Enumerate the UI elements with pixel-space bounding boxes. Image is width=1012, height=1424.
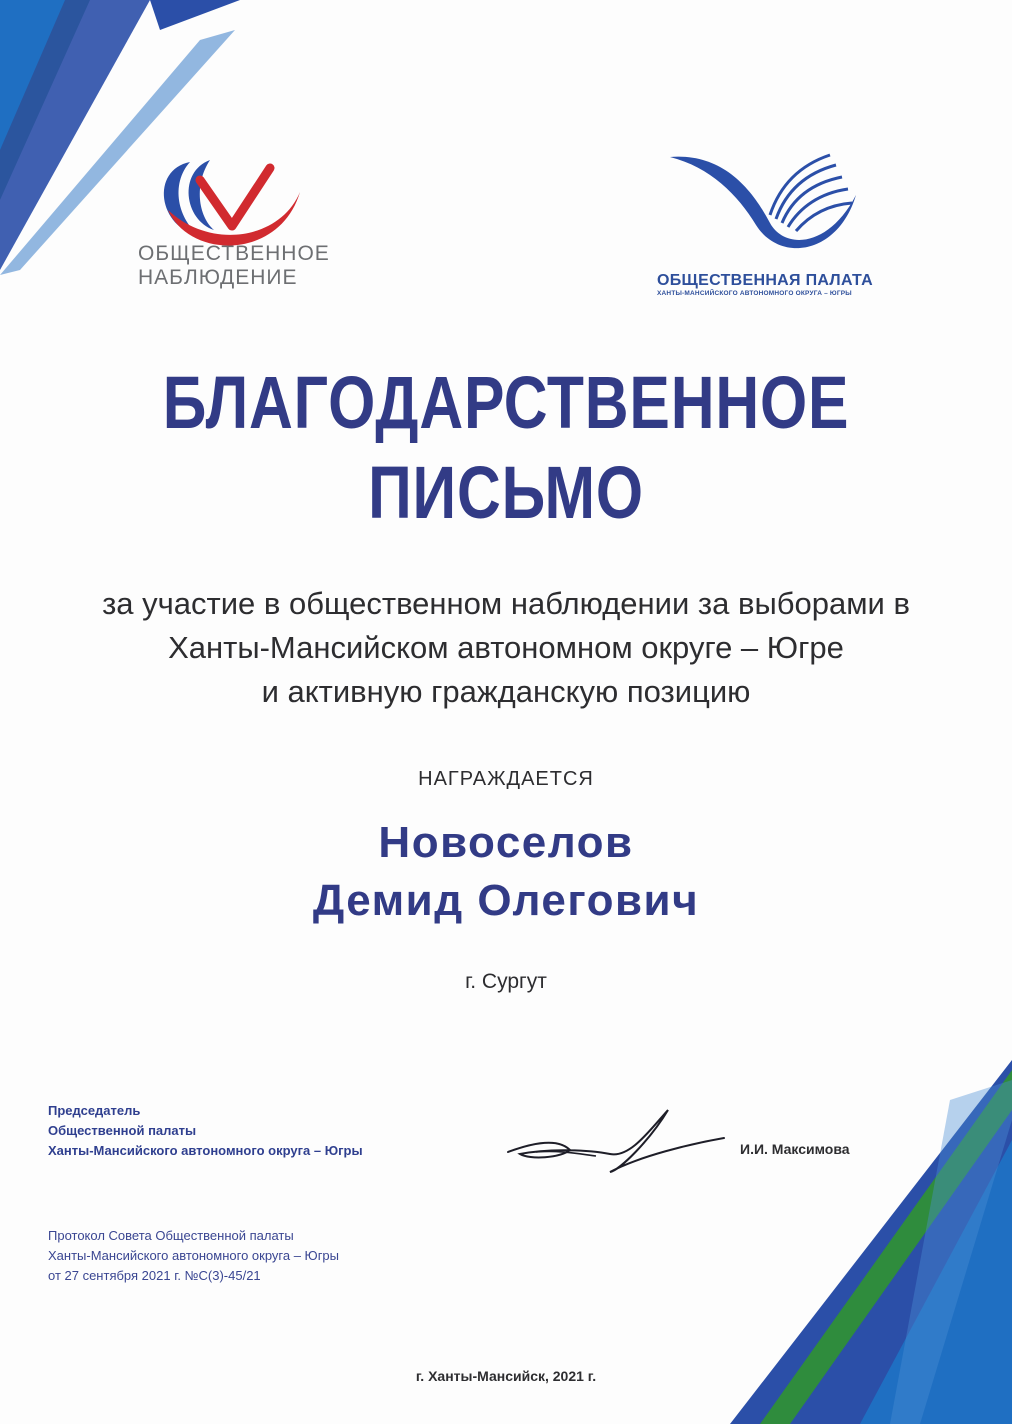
chair-line1: Председатель: [48, 1103, 141, 1118]
reason-line3: и активную гражданскую позицию: [261, 674, 751, 709]
document-title-line1: БЛАГОДАРСТВЕННОЕ: [162, 361, 850, 444]
protocol-line2: Ханты-Мансийского автономного округа – Югры: [48, 1248, 340, 1263]
protocol-line1: Протокол Совета Общественной палаты: [48, 1228, 294, 1243]
awarded-label: НАГРАЖДАЕТСЯ: [418, 768, 594, 790]
handwritten-signature: [500, 1100, 730, 1180]
chair-title: [48, 1101, 363, 1161]
recipient-given-names: Демид Олегович: [312, 876, 700, 925]
place-and-year: г. Ханты-Мансийск, 2021 г.: [415, 1368, 597, 1384]
recipient-city: г. Сургут: [465, 970, 547, 993]
left-logo-line1: ОБЩЕСТВЕННОЕ: [138, 242, 330, 265]
public-chamber-logo-subtitle: ХАНТЫ-МАНСИЙСКОГО АВТОНОМНОГО ОКРУГА – ЮГРЫ: [657, 290, 852, 297]
document-title-line2: ПИСЬМО: [368, 451, 644, 534]
recipient-surname: Новоселов: [378, 818, 634, 867]
reason-line1: за участие в общественном наблюдении за выборами в: [102, 586, 910, 621]
left-logo-line2: НАБЛЮДЕНИЕ: [138, 266, 298, 289]
public-chamber-logo-title: ОБЩЕСТВЕННАЯ ПАЛАТА: [657, 272, 873, 289]
award-reason: [0, 582, 1012, 714]
reason-line2: Ханты-Мансийском автономном округе – Югре: [168, 630, 844, 665]
protocol-line3: от 27 сентября 2021 г. №С(3)-45/21: [48, 1268, 261, 1283]
protocol-reference: [48, 1226, 339, 1286]
public-observation-logo-text: [138, 242, 330, 290]
chair-line2: Общественной палаты: [48, 1123, 197, 1138]
signer-name: И.И. Максимова: [740, 1141, 850, 1157]
public-chamber-logo: [660, 145, 880, 275]
chair-line3: Ханты-Мансийского автономного округа – Югры: [48, 1143, 363, 1158]
